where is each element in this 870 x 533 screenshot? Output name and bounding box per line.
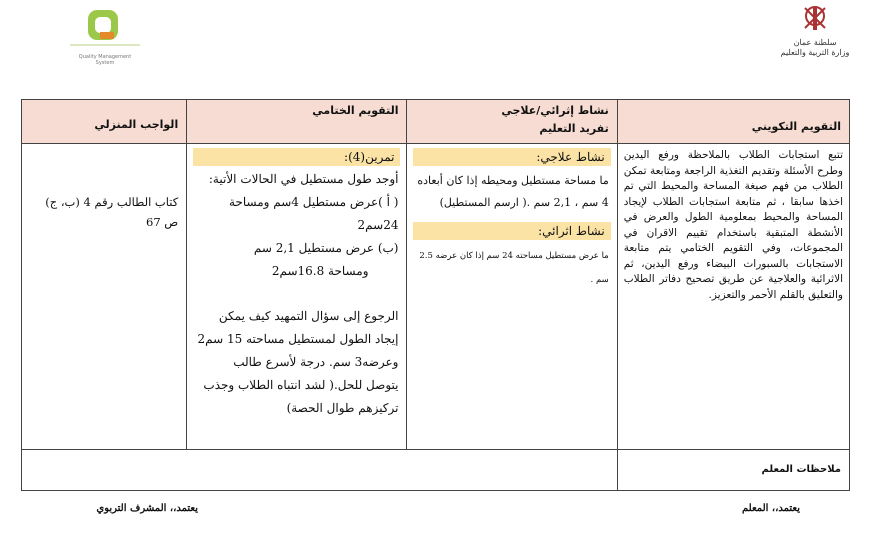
remedial-label: نشاط علاجي: [413, 148, 610, 166]
exercise-line: وعرضه3 سم. درجة لأسرع طالب [233, 355, 399, 369]
exercise-text [187, 166, 406, 422]
exercise-line: الرجوع إلى سؤال التمهيد كيف يمكن [218, 309, 399, 323]
exercise-label: تمرين(4): [193, 148, 400, 166]
oman-emblem-icon [797, 4, 833, 34]
enrichment-text: ما عرض مستطيل مساحته 24 سم إذا كان عرضه 2.5 سم . [419, 251, 609, 285]
exercise-line: 24سم2 [357, 218, 399, 232]
notes-label: ملاحظات المعلم [761, 464, 841, 475]
wajib-cell [22, 144, 187, 450]
table-header-row [22, 100, 850, 144]
notes-row [22, 450, 850, 491]
header-nashat-line2: تفريد التعليم [539, 122, 609, 135]
exercise-line: تركيزهم طوال الحصة) [286, 401, 399, 415]
table-content-row [22, 144, 850, 450]
khitami-cell [187, 144, 407, 450]
takwini-cell [617, 144, 849, 450]
exercise-line: ومساحة 16.8سم2 [271, 264, 369, 278]
header-nashat-line1: نشاط إثرائي/علاجي [501, 104, 609, 117]
exercise-line: (ب) عرض مستطيل 2,1 سم [253, 241, 399, 255]
supervisor-signature: يعتمد،، المشرف التربوي [96, 503, 198, 514]
header-nashat [407, 100, 617, 144]
exercise-line: إيجاد الطول لمستطيل مساحته 15 سم2 [197, 332, 399, 346]
homework-text [22, 144, 186, 232]
quality-logo [70, 8, 140, 66]
header-wajib: الواجب المنزلي [22, 100, 187, 144]
ministry-name-line2: وزارة التربية والتعليم [780, 48, 850, 57]
lesson-evaluation-table [21, 99, 850, 491]
exercise-line: أوجد طول مستطيل في الحالات الأتية: [208, 172, 399, 186]
homework-line: كتاب الطالب رقم 4 (ب، ج) [45, 195, 179, 209]
enrichment-label: نشاط اثرائي: [413, 222, 610, 240]
logo-caption: Quality Management System [78, 54, 132, 66]
ministry-logo [780, 4, 850, 62]
takwini-text: تتبع استجابات الطلاب بالملاحظة ورفع اليدين وطرح الأسئلة وتقديم التغذية الراجعة ومتابعة تمكن الطلاب من فهم صيغة المساحة والمحيط التي تم اخذها سابقا ، ثم متابعة استجابات الطلاب لإيجاد المساحة والمحيط بمعلومية الطول والعرض في الأنشطة المتبقية باستخدام تقييم الاقران في المجموعات، وفي التقويم الختامي يتم متابعة الاستجابات بالسبورات البيضاء ورفع اليدين، ثم الاثرائية والعلاجية عن طريق تصحيح دفاتر الطلاب والتعليق بالقلم الأحمر والتعزيز. [623, 149, 843, 301]
notes-content-cell [22, 450, 618, 491]
header-khitami: التقويم الختامي [187, 100, 407, 144]
exercise-line: يتوصل للحل.( لشد انتباه الطلاب وجذب [203, 378, 399, 392]
nashat-cell [407, 144, 617, 450]
header-takwini: التقويم التكويني [617, 100, 849, 144]
notes-label-cell [617, 450, 849, 491]
remedial-text: ما مساحة مستطيل ومحيطه إذا كان أبعاده 4 سم ، 2,1 سم .( ارسم المستطيل) [417, 174, 609, 209]
q-logo-icon [70, 8, 140, 50]
exercise-line: ( أ )عرض مستطيل 4سم ومساحة [228, 195, 399, 209]
ministry-name-line1: سلطنة عمان [793, 38, 837, 47]
homework-line: ص 67 [146, 215, 179, 229]
teacher-signature: يعتمد،، المعلم [742, 503, 800, 514]
